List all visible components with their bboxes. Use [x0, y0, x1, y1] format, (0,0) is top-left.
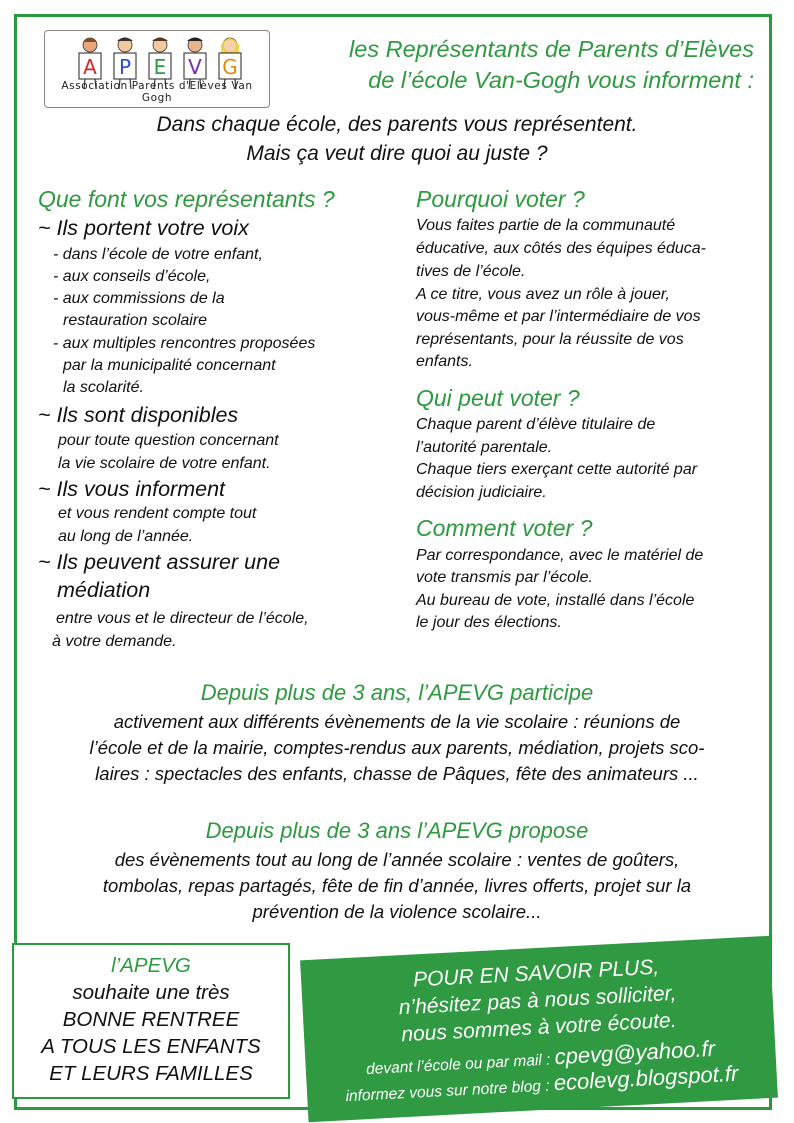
pourquoi-line: vous-même et par l’intermédiaire de vos: [416, 308, 701, 325]
voix-item: - dans l’école de votre enfant,: [53, 246, 263, 263]
pourquoi-line: enfants.: [416, 353, 473, 370]
pourquoi-line: A ce titre, vous avez un rôle à jouer,: [416, 286, 670, 303]
propose-title: Depuis plus de 3 ans l’APEVG propose: [205, 818, 589, 843]
voix-item: - aux conseils d’école,: [53, 268, 211, 285]
banner-line-2: n’hésitez pas à nous solliciter,: [398, 981, 677, 1020]
bullet-disponibles: ~ Ils sont disponibles: [38, 403, 239, 427]
comment-line: Au bureau de vote, installé dans l’école: [416, 592, 695, 609]
wish-line-2: souhaite une très: [72, 981, 230, 1004]
pourquoi-line: éducative, aux côtés des équipes éduca-: [416, 240, 706, 257]
mail-label: devant l’école ou par mail :: [365, 1051, 551, 1079]
header-line-1: les Représentants de Parents d’Elèves: [349, 36, 754, 62]
blog-label: informez vous sur notre blog :: [345, 1077, 550, 1106]
propose-line: prévention de la violence scolaire...: [252, 901, 542, 922]
en-savoir-plus-banner: [300, 936, 778, 1122]
blog-link[interactable]: ecolevg.blogspot.fr: [553, 1060, 739, 1096]
wish-line-3: BONNE RENTREE: [62, 1008, 240, 1031]
voix-item: la scolarité.: [63, 379, 144, 396]
logo-letter: P: [118, 55, 132, 79]
comment-line: le jour des élections.: [416, 614, 562, 631]
participe-line: activement aux différents évènements de la vie scolaire : réunions de: [113, 711, 681, 732]
wish-line-4: A TOUS LES ENFANTS: [41, 1035, 261, 1058]
informent-item: et vous rendent compte tout: [58, 505, 257, 522]
apevg-logo: [44, 30, 270, 108]
qui-line: Chaque parent d’élève titulaire de: [416, 416, 656, 433]
wish-line-5: ET LEURS FAMILLES: [49, 1062, 253, 1085]
intro-line-2: Mais ça veut dire quoi au juste ?: [246, 142, 548, 165]
voix-item: - aux multiples rencontres proposées: [53, 335, 316, 352]
logo-letter: E: [153, 55, 167, 79]
intro-line-1: Dans chaque école, des parents vous représentent.: [156, 113, 638, 136]
header-line-2: de l’école Van-Gogh vous informent :: [368, 67, 754, 93]
bonne-rentree-box: [12, 943, 290, 1099]
logo-letter: G: [222, 55, 238, 79]
mediation-item: à votre demande.: [52, 633, 177, 650]
banner-line-1: POUR EN SAVOIR PLUS,: [412, 955, 660, 992]
comment-line: vote transmis par l’école.: [416, 569, 593, 586]
qui-line: décision judiciaire.: [416, 484, 547, 501]
bullet-informent: ~ Ils vous informent: [38, 477, 226, 501]
propose-line: tombolas, repas partagés, fête de fin d’année, livres offerts, projet sur la: [102, 875, 692, 896]
pourquoi-line: tives de l’école.: [416, 263, 526, 280]
participe-line: laires : spectacles des enfants, chasse de Pâques, fête des animateurs ...: [95, 763, 699, 784]
propose-line: des évènements tout au long de l’année scolaire : ventes de goûters,: [114, 849, 680, 870]
voix-item: par la municipalité concernant: [63, 357, 276, 374]
banner-line-3: nous sommes à votre écoute.: [400, 1008, 678, 1047]
wish-line-apevg: l’APEVG: [111, 954, 191, 977]
voix-item: - aux commissions de la: [53, 290, 225, 307]
bullet-mediation-1: ~ Ils peuvent assurer une: [38, 550, 281, 574]
logo-letter: V: [188, 55, 202, 79]
participe-line: l’école et de la mairie, comptes-rendus aux parents, médiation, projets sco-: [89, 737, 705, 758]
pourquoi-title: Pourquoi voter ?: [416, 186, 585, 212]
left-section-title: Que font vos représentants ?: [38, 186, 335, 212]
mail-link[interactable]: cpevg@yahoo.fr: [553, 1035, 716, 1070]
qui-line: Chaque tiers exerçant cette autorité par: [416, 461, 698, 478]
mediation-item: entre vous et le directeur de l’école,: [56, 610, 309, 627]
logo-caption: Association Parents d'Elèves Van Gogh: [61, 80, 253, 104]
bullet-mediation-2: médiation: [57, 578, 151, 602]
pourquoi-line: Vous faites partie de la communauté: [416, 217, 676, 234]
comment-line: Par correspondance, avec le matériel de: [416, 547, 704, 564]
comment-title: Comment voter ?: [416, 515, 593, 541]
voix-item: restauration scolaire: [63, 312, 208, 329]
informent-item: au long de l’année.: [58, 528, 194, 545]
participe-title: Depuis plus de 3 ans, l’APEVG participe: [200, 680, 594, 705]
disponibles-item: pour toute question concernant: [58, 432, 279, 449]
bullet-voix: ~ Ils portent votre voix: [38, 216, 249, 240]
pourquoi-line: représentants, pour la réussite de vos: [416, 331, 684, 348]
qui-title: Qui peut voter ?: [416, 385, 580, 411]
disponibles-item: la vie scolaire de votre enfant.: [58, 455, 271, 472]
logo-letter: A: [83, 55, 97, 79]
qui-line: l’autorité parentale.: [416, 439, 553, 456]
